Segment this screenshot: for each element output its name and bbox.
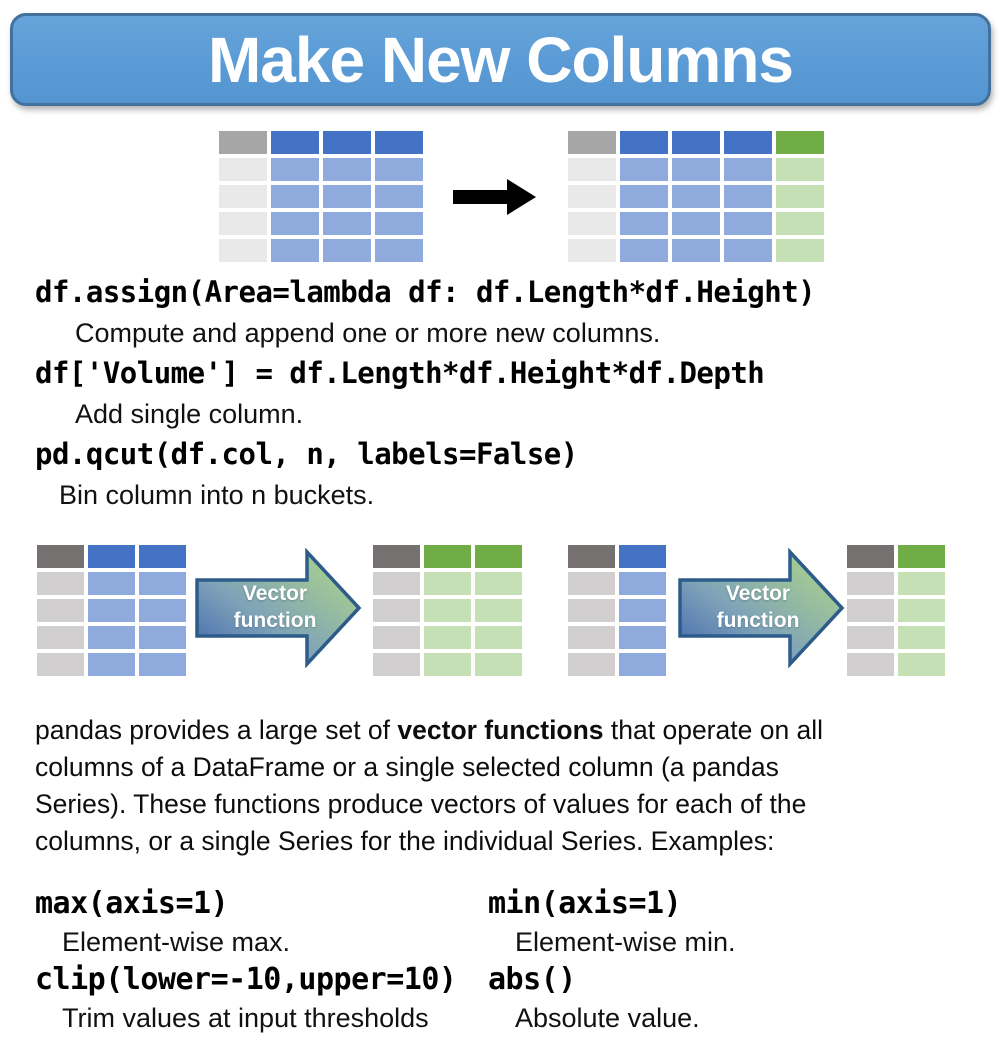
table-cell (323, 158, 371, 181)
table-cell (323, 185, 371, 208)
vector-function-label: Vector function (716, 582, 800, 632)
table-cell (139, 599, 186, 622)
code-examples-block (35, 272, 995, 515)
vector-function-arrow-icon (195, 548, 363, 668)
vector-function-label: Vector function (233, 582, 317, 632)
table-cell (37, 572, 84, 595)
table-cell (898, 653, 945, 676)
table-cell (373, 653, 420, 676)
code-snippet-clip: clip(lower=-10,upper=10) (35, 962, 457, 997)
table-cell (139, 626, 186, 649)
section-title: Make New Columns (207, 23, 794, 96)
table-cell (672, 212, 720, 235)
table-header-cell (898, 545, 945, 568)
table-header-cell (847, 545, 894, 568)
code-snippet-min: min(axis=1) (488, 886, 682, 921)
table-cell (776, 185, 824, 208)
table-cell (424, 653, 471, 676)
table-header-cell (37, 545, 84, 568)
table-header-cell (620, 131, 668, 154)
table-cell (424, 626, 471, 649)
body-paragraph (35, 712, 995, 860)
paragraph-line: columns of a DataFrame or a single selected column (a pandas (35, 752, 779, 782)
table-cell (568, 158, 616, 181)
table-cell (847, 653, 894, 676)
table-header-cell (219, 131, 267, 154)
table-cell (88, 653, 135, 676)
table-cell (475, 572, 522, 595)
table-cell (776, 212, 824, 235)
table-header-cell (139, 545, 186, 568)
code-description-volume: Add single column. (75, 399, 304, 429)
vector-flow2-before-table (568, 545, 666, 676)
table-cell (898, 572, 945, 595)
code-description-assign: Compute and append one or more new columns. (75, 318, 661, 348)
section-header (10, 13, 991, 106)
dataframe-after-table (568, 131, 824, 262)
table-cell (219, 212, 267, 235)
table-header-cell (323, 131, 371, 154)
table-cell (139, 653, 186, 676)
table-cell (375, 239, 423, 262)
table-header-cell (724, 131, 772, 154)
vector-flow1-after-table (373, 545, 522, 676)
table-cell (219, 239, 267, 262)
table-cell (898, 599, 945, 622)
table-cell (724, 212, 772, 235)
table-cell (323, 212, 371, 235)
table-header-cell (375, 131, 423, 154)
table-cell (568, 626, 615, 649)
table-cell (847, 626, 894, 649)
code-snippet-volume: df['Volume'] = df.Length*df.Height*df.Depth (35, 356, 765, 390)
code-description-max: Element-wise max. (62, 927, 291, 957)
table-cell (724, 185, 772, 208)
paragraph-line: columns, or a single Series for the individual Series. Examples: (35, 826, 775, 856)
table-cell (88, 626, 135, 649)
table-cell (139, 572, 186, 595)
table-cell (620, 185, 668, 208)
code-description-qcut: Bin column into n buckets. (59, 480, 375, 510)
table-cell (672, 185, 720, 208)
paragraph-line: Series). These functions produce vectors of values for each of the (35, 789, 807, 819)
code-description-min: Element-wise min. (515, 927, 736, 957)
function-examples-right-column (488, 884, 958, 1036)
table-header-cell (568, 131, 616, 154)
code-snippet-max: max(axis=1) (35, 886, 229, 921)
table-cell (847, 599, 894, 622)
table-cell (620, 158, 668, 181)
table-cell (620, 212, 668, 235)
table-cell (271, 185, 319, 208)
table-cell (672, 239, 720, 262)
table-header-cell (271, 131, 319, 154)
code-description-abs: Absolute value. (515, 1003, 700, 1033)
table-cell (373, 626, 420, 649)
table-cell (568, 185, 616, 208)
table-cell (672, 158, 720, 181)
table-cell (724, 158, 772, 181)
table-cell (475, 599, 522, 622)
table-cell (323, 239, 371, 262)
vector-flow1-before-table (37, 545, 186, 676)
code-snippet-assign: df.assign(Area=lambda df: df.Length*df.Height) (35, 275, 816, 309)
vector-flow2-after-table (847, 545, 945, 676)
table-cell (375, 185, 423, 208)
table-cell (776, 158, 824, 181)
table-header-cell (88, 545, 135, 568)
table-header-cell (776, 131, 824, 154)
table-header-cell (475, 545, 522, 568)
table-header-cell (568, 545, 615, 568)
table-cell (88, 599, 135, 622)
dataframe-before-table (219, 131, 423, 262)
paragraph-line: pandas provides a large set of vector functions that operate on all (35, 715, 824, 745)
table-cell (37, 626, 84, 649)
table-cell (373, 572, 420, 595)
code-description-clip: Trim values at input thresholds (62, 1003, 429, 1033)
function-examples-left-column (35, 884, 505, 1036)
table-cell (619, 626, 666, 649)
code-snippet-qcut: pd.qcut(df.col, n, labels=False) (35, 437, 578, 471)
table-cell (847, 572, 894, 595)
vector-function-arrow-icon (678, 548, 846, 668)
table-cell (219, 185, 267, 208)
table-cell (375, 212, 423, 235)
table-cell (568, 653, 615, 676)
table-cell (620, 239, 668, 262)
table-cell (375, 158, 423, 181)
table-cell (568, 572, 615, 595)
table-cell (424, 572, 471, 595)
table-cell (37, 653, 84, 676)
table-cell (724, 239, 772, 262)
code-snippet-abs: abs() (488, 962, 576, 997)
table-cell (776, 239, 824, 262)
table-header-cell (672, 131, 720, 154)
table-header-cell (424, 545, 471, 568)
table-cell (568, 599, 615, 622)
table-cell (898, 626, 945, 649)
table-cell (619, 599, 666, 622)
table-header-cell (373, 545, 420, 568)
table-cell (37, 599, 84, 622)
table-cell (619, 572, 666, 595)
table-cell (475, 626, 522, 649)
table-cell (568, 239, 616, 262)
table-cell (88, 572, 135, 595)
transform-arrow-icon (453, 178, 537, 216)
table-cell (475, 653, 522, 676)
table-header-cell (619, 545, 666, 568)
table-cell (568, 212, 616, 235)
table-cell (271, 239, 319, 262)
table-cell (219, 158, 267, 181)
table-cell (271, 158, 319, 181)
table-cell (424, 599, 471, 622)
table-cell (373, 599, 420, 622)
table-cell (619, 653, 666, 676)
table-cell (271, 212, 319, 235)
